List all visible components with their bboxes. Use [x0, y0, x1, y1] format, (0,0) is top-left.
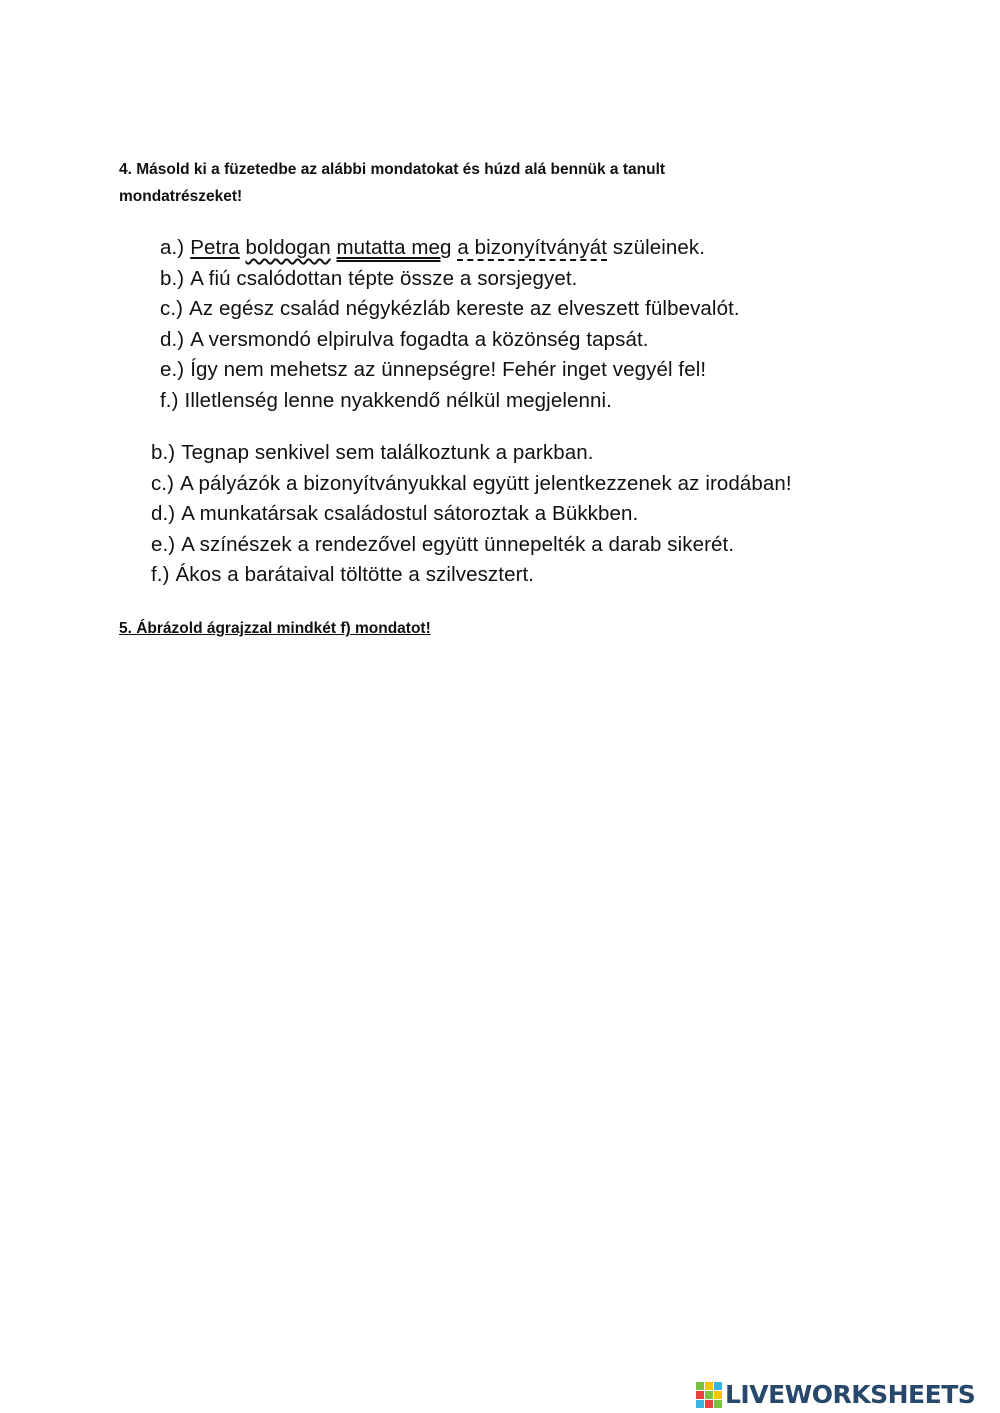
sentence-label: c.) [160, 297, 184, 321]
sentence-1f [160, 386, 740, 417]
sentence-2f [151, 560, 792, 591]
subject-underlined: Petra [190, 236, 240, 259]
sentence-label: b.) [160, 266, 185, 290]
sentence-label: b.) [151, 441, 176, 464]
adverb-underlined: boldogan [245, 236, 331, 259]
task4-heading-line2: mondatrészeket! [119, 188, 243, 205]
sentence-2e [151, 530, 792, 561]
sentence-1e [160, 355, 740, 386]
sentence-text: Az egész család négykézláb kereste az elveszett fülbevalót. [189, 297, 740, 321]
sentence-label: e.) [151, 532, 176, 556]
sentence-text: Illetlenség lenne nyakkendő nélkül megjelenni. [184, 388, 612, 412]
sentence-list-2 [151, 438, 792, 591]
sentence-label: d.) [151, 502, 176, 526]
sentence-1c [160, 294, 740, 325]
sentence-text: A színészek a rendezővel együtt ünnepelték a darab sikerét. [181, 532, 735, 556]
sentence-text: A versmondó elpirulva fogadta a közönség tapsát. [190, 327, 649, 351]
sentence-2b [151, 438, 792, 469]
liveworksheets-logo[interactable] [696, 1380, 975, 1409]
sentence-label: c.) [151, 471, 175, 495]
sentence-rest: szüleinek. [612, 236, 706, 259]
object-underlined: a bizonyítványát [457, 236, 608, 259]
sentence-text: A pályázók a bizonyítványukkal együtt jelentkezzenek az irodában! [180, 471, 792, 495]
sentence-label: f.) [160, 388, 179, 412]
sentence-1d [160, 325, 740, 356]
sentence-text: A fiú csalódottan tépte össze a sorsjegyet. [190, 266, 578, 290]
predicate-underlined: mutatta meg [336, 236, 452, 259]
sentence-label: e.) [160, 358, 185, 382]
sentence-list-1 [160, 233, 740, 417]
sentence-1b [160, 264, 740, 295]
liveworksheets-logo-icon [696, 1382, 722, 1408]
sentence-text: Így nem mehetsz az ünnepségre! Fehér inget vegyél fel! [190, 358, 707, 382]
sentence-label: a.) [160, 236, 185, 259]
sentence-label: d.) [160, 327, 185, 351]
sentence-1a [160, 233, 740, 264]
sentence-2d [151, 499, 792, 530]
sentence-2c [151, 469, 792, 500]
sentence-label: f.) [151, 563, 170, 587]
task5-heading: 5. Ábrázold ágrajzzal mindkét f) mondatot! [119, 620, 431, 637]
sentence-text: A munkatársak családostul sátoroztak a Bükkben. [181, 502, 639, 526]
task4-heading [119, 156, 819, 210]
sentence-text: Tegnap senkivel sem találkoztunk a parkban. [181, 441, 594, 464]
liveworksheets-logo-text: LIVEWORKSHEETS [725, 1380, 976, 1409]
task4-heading-line1: 4. Másold ki a füzetedbe az alábbi mondatokat és húzd alá bennük a tanult [119, 161, 666, 178]
sentence-text: Ákos a barátaival töltötte a szilvesztert. [175, 563, 535, 587]
